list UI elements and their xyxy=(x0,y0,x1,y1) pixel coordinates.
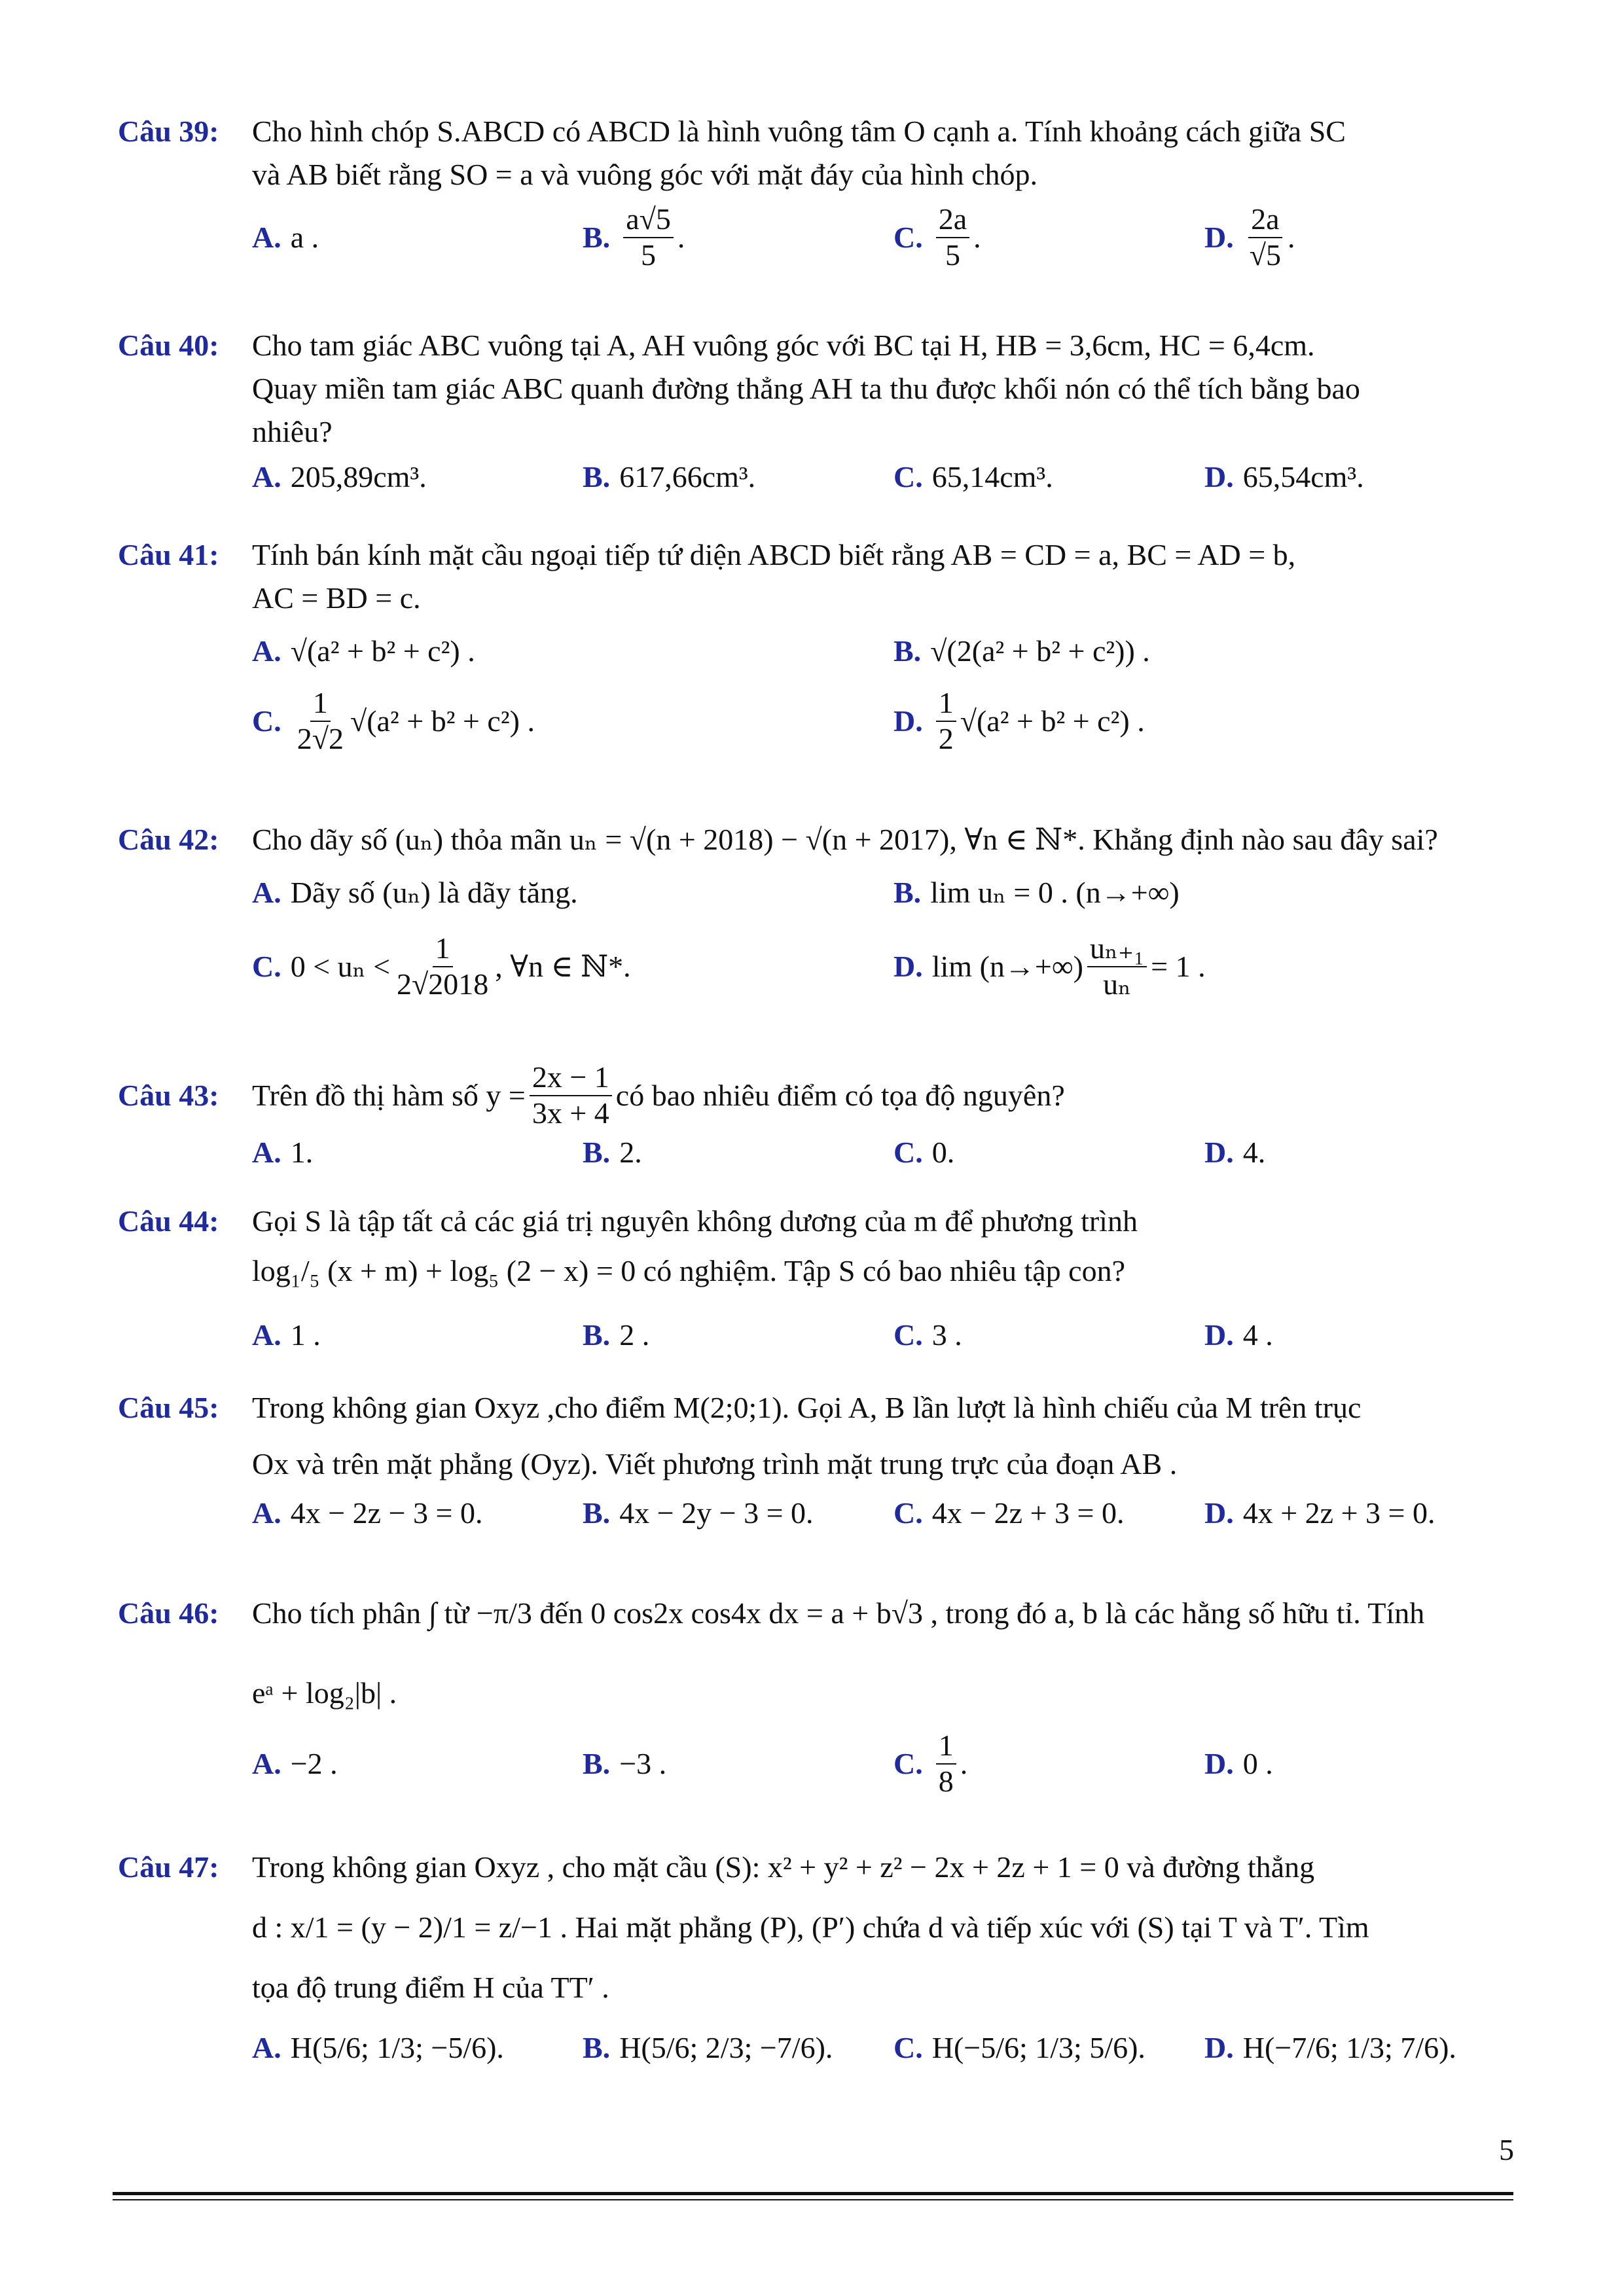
option-b[interactable]: B. 2 . xyxy=(583,1318,650,1352)
question-text: Trên đồ thị hàm số y = xyxy=(252,1078,526,1112)
option-b[interactable]: B. −3 . xyxy=(583,1747,667,1780)
question-text-line: Cho tích phân ∫ từ −π/3 đến 0 cos2x cos4x dx = a + b√3 , trong đó a, b là các hằng số hữu tỉ. Tính xyxy=(252,1596,1425,1630)
option-a[interactable]: A. a . xyxy=(252,221,319,254)
question-45 xyxy=(118,1386,1519,1541)
option-c[interactable]: C. 0. xyxy=(893,1135,955,1169)
question-text-line: Cho tam giác ABC vuông tại A, AH vuông góc với BC tại H, HB = 3,6cm, HC = 6,4cm. xyxy=(252,329,1315,362)
question-40 xyxy=(118,324,1519,501)
option-c[interactable]: C. $\frac{1}{8}$ . xyxy=(893,1729,968,1798)
option-a[interactable]: A. Dãy số (uₙ) là dãy tăng. xyxy=(252,876,578,909)
question-number: Câu 39: xyxy=(118,115,219,148)
question-44 xyxy=(118,1200,1519,1365)
question-text-line: Cho dãy số (uₙ) thỏa mãn uₙ = √(n + 2018) − √(n + 2017), ∀n ∈ ℕ*. Khẳng định nào sau đây sai? xyxy=(252,823,1438,856)
option-a[interactable]: A. √(a² + b² + c²) . xyxy=(252,634,475,668)
question-text: có bao nhiêu điểm có tọa độ nguyên? xyxy=(615,1078,1065,1112)
question-46 xyxy=(118,1592,1519,1803)
option-b[interactable]: B. 4x − 2y − 3 = 0. xyxy=(583,1496,814,1530)
option-d[interactable]: D. H(−7/6; 1/3; 7/6). xyxy=(1204,2031,1456,2064)
question-text-line: eᵃ + log₂|b| . xyxy=(252,1676,397,1710)
footer-rule xyxy=(113,2192,1513,2195)
question-number: Câu 43: xyxy=(118,1078,219,1112)
question-text-line: tọa độ trung điểm H của TT′ . xyxy=(252,1971,609,2004)
question-47 xyxy=(118,1846,1519,2087)
option-d[interactable]: D. $\frac{1}{2}$ √(a² + b² + c²) . xyxy=(893,686,1145,755)
option-d[interactable]: D. 65,54cm³. xyxy=(1204,460,1364,493)
option-d[interactable]: D. lim (n→+∞) $\frac{\text{uₙ₊₁}}{\text{uₙ}}$ = 1 . xyxy=(893,931,1206,1001)
question-number: Câu 40: xyxy=(118,329,219,362)
option-d[interactable]: D. 4x + 2z + 3 = 0. xyxy=(1204,1496,1435,1530)
option-c[interactable]: C. $\frac{1}{2√2}$ √(a² + b² + c²) . xyxy=(252,686,535,755)
option-d[interactable]: D. 4. xyxy=(1204,1135,1266,1169)
option-b[interactable]: B. H(5/6; 2/3; −7/6). xyxy=(583,2031,833,2064)
question-number: Câu 47: xyxy=(118,1850,219,1884)
question-text-line: d : x/1 = (y − 2)/1 = z/−1 . Hai mặt phẳng (P), (P′) chứa d và tiếp xúc với (S) tại T và T′. Tìm xyxy=(252,1910,1369,1944)
option-b[interactable]: B. 617,66cm³. xyxy=(583,460,756,493)
question-text-line: Ox và trên mặt phẳng (Oyz). Viết phương trình mặt trung trực của đoạn AB . xyxy=(252,1447,1178,1480)
option-a[interactable]: A. 1 . xyxy=(252,1318,321,1352)
option-c[interactable]: C. H(−5/6; 1/3; 5/6). xyxy=(893,2031,1146,2064)
option-a[interactable]: A. 1. xyxy=(252,1135,314,1169)
option-d[interactable]: D. 0 . xyxy=(1204,1747,1273,1780)
option-c[interactable]: C. $\frac{2a}{5}$ . xyxy=(893,202,981,272)
question-text-line: log₁/₅ (x + m) + log₅ (2 − x) = 0 có nghiệm. Tập S có bao nhiêu tập con? xyxy=(252,1254,1125,1287)
question-text-line: Tính bán kính mặt cầu ngoại tiếp tứ diện ABCD biết rằng AB = CD = a, BC = AD = b, xyxy=(252,538,1296,571)
question-number: Câu 46: xyxy=(118,1596,219,1630)
question-number: Câu 41: xyxy=(118,538,219,571)
option-a[interactable]: A. H(5/6; 1/3; −5/6). xyxy=(252,2031,504,2064)
option-a[interactable]: A. −2 . xyxy=(252,1747,338,1780)
option-c[interactable]: C. 65,14cm³. xyxy=(893,460,1053,493)
question-39 xyxy=(118,110,1519,276)
option-b[interactable]: B. 2. xyxy=(583,1135,642,1169)
question-42 xyxy=(118,818,1519,1009)
question-text-line: Trong không gian Oxyz ,cho điểm M(2;0;1). Gọi A, B lần lượt là hình chiếu của M trên trục xyxy=(252,1391,1362,1424)
option-d[interactable]: D. 4 . xyxy=(1204,1318,1273,1352)
page-number: 5 xyxy=(1499,2133,1514,2166)
option-d[interactable]: D. $\frac{2a}{√5}$ . xyxy=(1204,202,1295,272)
option-a[interactable]: A. 205,89cm³. xyxy=(252,460,427,493)
question-text-line: nhiêu? xyxy=(252,415,333,448)
question-text-line: Cho hình chóp S.ABCD có ABCD là hình vuông tâm O cạnh a. Tính khoảng cách giữa SC xyxy=(252,115,1346,148)
question-number: Câu 44: xyxy=(118,1204,219,1238)
question-text-line: Gọi S là tập tất cả các giá trị nguyên không dương của m để phương trình xyxy=(252,1204,1138,1238)
question-text-line: Trong không gian Oxyz , cho mặt cầu (S): x² + y² + z² − 2x + 2z + 1 = 0 và đường thẳng xyxy=(252,1850,1315,1884)
footer-rule xyxy=(113,2199,1513,2200)
option-c[interactable]: C. 3 . xyxy=(893,1318,962,1352)
option-c[interactable]: C. 4x − 2z + 3 = 0. xyxy=(893,1496,1125,1530)
option-a[interactable]: A. 4x − 2z − 3 = 0. xyxy=(252,1496,483,1530)
question-41 xyxy=(118,533,1519,760)
question-number: Câu 45: xyxy=(118,1391,219,1424)
option-c[interactable]: C. 0 < uₙ < $\frac{1}{2√2018}$ , ∀n ∈ ℕ*. xyxy=(252,931,631,1001)
option-b[interactable]: B. √(2(a² + b² + c²)) . xyxy=(893,634,1150,668)
question-text-line: Quay miền tam giác ABC quanh đường thẳng AH ta thu được khối nón có thể tích bằng bao xyxy=(252,372,1360,405)
question-text-line: và AB biết rằng SO = a và vuông góc với mặt đáy của hình chóp. xyxy=(252,158,1038,191)
question-43: Câu 43: Trên đồ thị hàm số y = $\frac{2x - 1}{3x + 4}$ có bao nhiêu điểm có tọa độ nguyên? A. 1. B. 2. C. 0. D. 4. xyxy=(118,1060,1519,1174)
question-text-line: AC = BD = c. xyxy=(252,581,421,615)
option-b[interactable]: B. $\frac{a√5}{5}$ . xyxy=(583,202,685,272)
option-b[interactable]: B. lim uₙ = 0 . (n→+∞) xyxy=(893,876,1180,909)
question-number: Câu 42: xyxy=(118,823,219,856)
